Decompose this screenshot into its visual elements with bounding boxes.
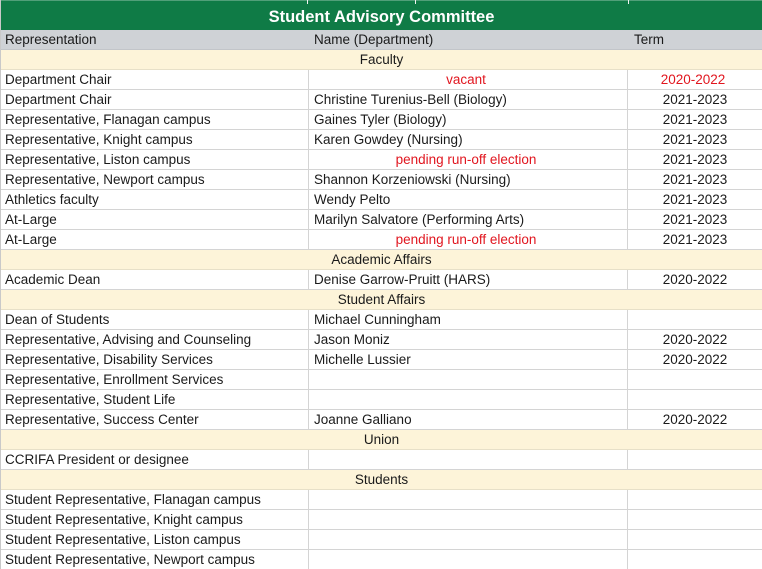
cell-name[interactable] (309, 530, 628, 549)
cell-name[interactable]: Shannon Korzeniowski (Nursing) (309, 170, 628, 189)
cell-term[interactable] (628, 310, 762, 329)
cell-representation[interactable]: Representative, Advising and Counseling (1, 330, 309, 349)
cell-name[interactable] (309, 490, 628, 509)
cell-name[interactable]: pending run-off election (309, 150, 628, 169)
cell-representation[interactable]: At-Large (1, 210, 309, 229)
table-row (1, 310, 762, 330)
section-header-faculty[interactable]: Faculty (1, 50, 762, 70)
cell-name[interactable]: Jason Moniz (309, 330, 628, 349)
cell-term[interactable] (628, 490, 762, 509)
cell-name[interactable]: Michael Cunningham (309, 310, 628, 329)
table-header-row (1, 30, 762, 50)
cell-representation[interactable]: CCRIFA President or designee (1, 450, 309, 469)
section-header-union[interactable]: Union (1, 430, 762, 450)
cell-term[interactable] (628, 370, 762, 389)
cell-name[interactable]: Christine Turenius-Bell (Biology) (309, 90, 628, 109)
section-header-students[interactable]: Students (1, 470, 762, 490)
cell-representation[interactable]: Department Chair (1, 90, 309, 109)
cell-name[interactable] (309, 390, 628, 409)
cell-representation[interactable]: Representative, Flanagan campus (1, 110, 309, 129)
table-row (1, 390, 762, 410)
cell-term[interactable]: 2021-2023 (662, 152, 728, 167)
cell-term[interactable]: 2021-2023 (662, 132, 728, 147)
cell-name[interactable]: Joanne Galliano (309, 410, 628, 429)
cell-representation[interactable]: Representative, Liston campus (1, 150, 309, 169)
cell-name[interactable]: Denise Garrow-Pruitt (HARS) (309, 270, 628, 289)
cell-term[interactable] (628, 510, 762, 529)
table-row (1, 270, 762, 290)
cell-term[interactable]: 2020-2022 (662, 272, 728, 287)
top-gridline-strip (1, 0, 762, 4)
cell-name[interactable]: vacant (309, 70, 628, 89)
cell-term[interactable] (628, 530, 762, 549)
table-row (1, 230, 762, 250)
cell-term[interactable]: 2020-2022 (660, 72, 726, 87)
table-row (1, 410, 762, 430)
cell-representation[interactable]: At-Large (1, 230, 309, 249)
table-row (1, 350, 762, 370)
cell-term[interactable]: 2020-2022 (662, 332, 728, 347)
cell-name[interactable]: Karen Gowdey (Nursing) (309, 130, 628, 149)
table-row (1, 450, 762, 470)
cell-representation[interactable]: Academic Dean (1, 270, 309, 289)
table-row (1, 90, 762, 110)
cell-representation[interactable]: Athletics faculty (1, 190, 309, 209)
table-row (1, 170, 762, 190)
table-row (1, 370, 762, 390)
cell-representation[interactable]: Representative, Student Life (1, 390, 309, 409)
column-gridline (628, 0, 629, 4)
cell-term[interactable]: 2021-2023 (662, 172, 728, 187)
cell-term[interactable] (628, 450, 762, 469)
table-row (1, 150, 762, 170)
cell-name[interactable]: Michelle Lussier (309, 350, 628, 369)
cell-name[interactable]: Gaines Tyler (Biology) (309, 110, 628, 129)
cell-term[interactable]: 2020-2022 (662, 412, 728, 427)
table-row (1, 550, 762, 569)
section-header-academic-affairs[interactable]: Academic Affairs (1, 250, 762, 270)
cell-representation[interactable]: Student Representative, Knight campus (1, 510, 309, 529)
cell-term[interactable] (628, 390, 762, 409)
cell-representation[interactable]: Student Representative, Newport campus (1, 550, 309, 569)
cell-term[interactable]: 2020-2022 (662, 352, 728, 367)
cell-name[interactable] (309, 370, 628, 389)
table-row (1, 330, 762, 350)
cell-name[interactable]: Marilyn Salvatore (Performing Arts) (309, 210, 628, 229)
column-header-representation[interactable]: Representation (5, 32, 97, 47)
cell-representation[interactable]: Representative, Knight campus (1, 130, 309, 149)
column-header-name[interactable]: Name (Department) (314, 32, 434, 47)
cell-name[interactable] (309, 550, 628, 569)
section-header-student-affairs[interactable]: Student Affairs (1, 290, 762, 310)
cell-representation[interactable]: Student Representative, Liston campus (1, 530, 309, 549)
table-body (1, 50, 762, 569)
table-row (1, 490, 762, 510)
table-row (1, 70, 762, 90)
cell-term[interactable]: 2021-2023 (662, 92, 728, 107)
cell-name[interactable] (309, 510, 628, 529)
cell-term[interactable]: 2021-2023 (662, 112, 728, 127)
column-gridline (307, 0, 308, 4)
cell-term[interactable]: 2021-2023 (662, 232, 728, 247)
table-row (1, 210, 762, 230)
column-header-term[interactable]: Term (634, 32, 664, 47)
cell-term[interactable]: 2021-2023 (662, 212, 728, 227)
cell-term[interactable] (628, 550, 762, 569)
column-gridline (415, 0, 416, 4)
cell-representation[interactable]: Representative, Success Center (1, 410, 309, 429)
cell-representation[interactable]: Department Chair (1, 70, 309, 89)
table-row (1, 530, 762, 550)
cell-representation[interactable]: Dean of Students (1, 310, 309, 329)
cell-name[interactable]: Wendy Pelto (309, 190, 628, 209)
table-title[interactable]: Student Advisory Committee (1, 4, 762, 30)
cell-name[interactable]: pending run-off election (309, 230, 628, 249)
table-row (1, 510, 762, 530)
cell-representation[interactable]: Representative, Enrollment Services (1, 370, 309, 389)
table-row (1, 190, 762, 210)
table-row (1, 110, 762, 130)
cell-name[interactable] (309, 450, 628, 469)
cell-representation[interactable]: Representative, Disability Services (1, 350, 309, 369)
cell-representation[interactable]: Student Representative, Flanagan campus (1, 490, 309, 509)
cell-term[interactable]: 2021-2023 (662, 192, 728, 207)
table-row (1, 130, 762, 150)
cell-representation[interactable]: Representative, Newport campus (1, 170, 309, 189)
